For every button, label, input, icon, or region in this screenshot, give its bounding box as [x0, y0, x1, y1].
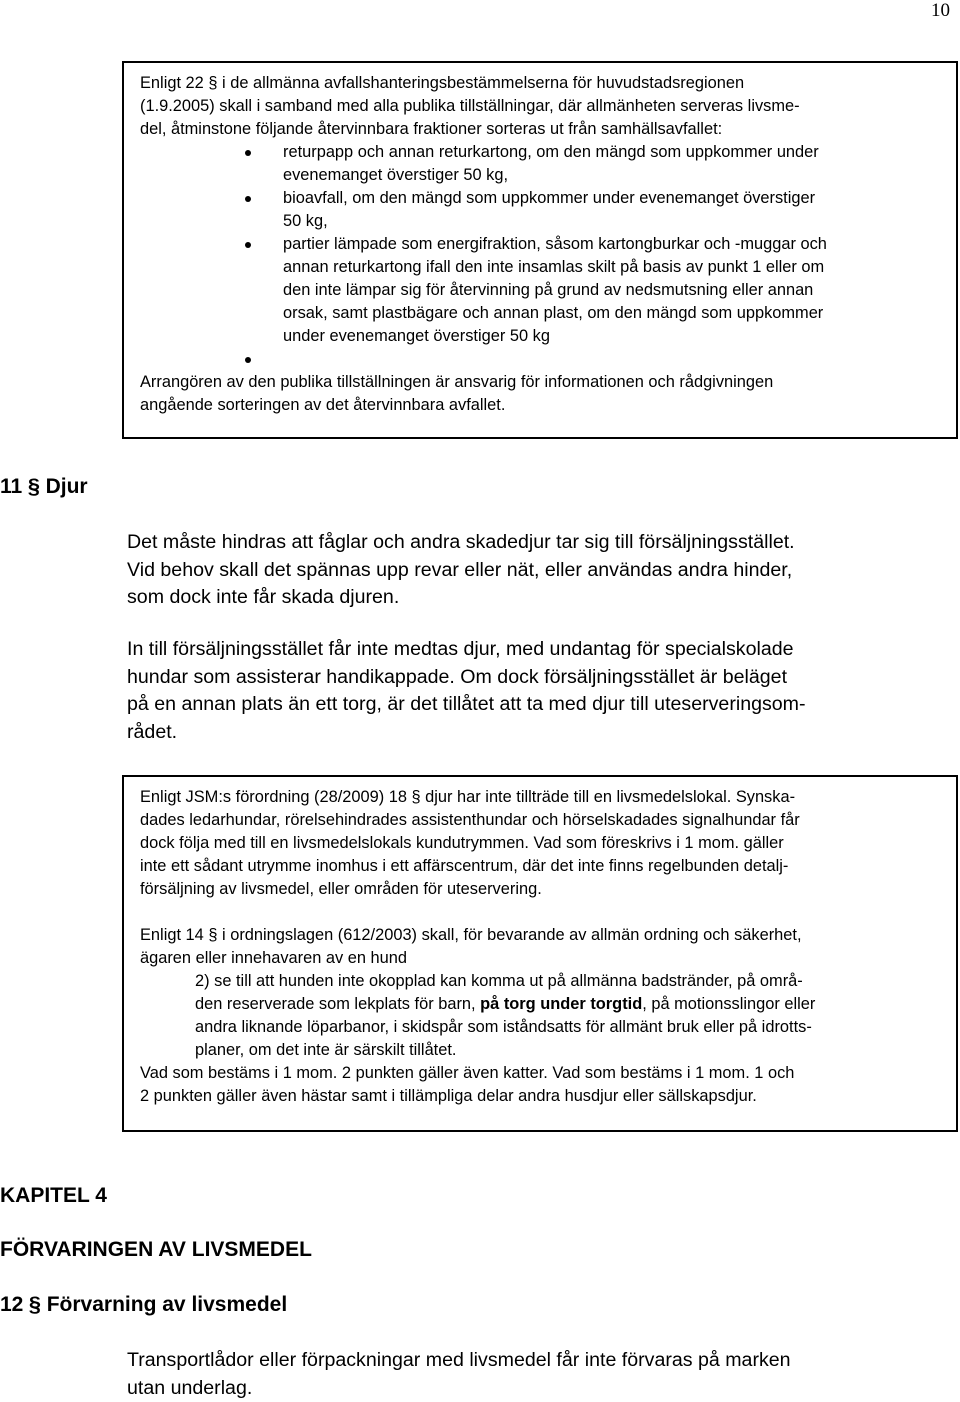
- waste-regulation-box: [122, 61, 958, 439]
- indented-line: andra liknande löparbanor, i skidspår som iståndsatts för allmänt bruk eller på idrotts-: [140, 1016, 942, 1039]
- section-11-paragraph-1: [127, 529, 795, 612]
- paragraph-line: rådet.: [127, 719, 806, 747]
- bullet-line: partier lämpade som energifraktion, såsom kartongburkar och -muggar och: [283, 233, 942, 256]
- bullet-line: evenemanget överstiger 50 kg,: [283, 164, 942, 187]
- chapter-label: KAPITEL 4: [0, 1183, 107, 1209]
- bullet-item-energy-fraction: [140, 233, 942, 348]
- bullet-item-biowaste: [140, 187, 942, 233]
- section-number: 11: [0, 475, 22, 498]
- indented-text: , på motionsslingor eller: [642, 995, 815, 1013]
- box2-line: försäljning av livsmedel, eller områden för uteservering.: [140, 878, 942, 901]
- paragraph-line: Vid behov skall det spännas upp revar eller nät, eller användas andra hinder,: [127, 557, 795, 585]
- bullet-line: 50 kg,: [283, 210, 942, 233]
- bullet-line: [283, 348, 942, 371]
- section-12-paragraph: [127, 1347, 791, 1402]
- paragraph-line: In till försäljningsstället får inte medtas djur, med undantag för specialskolade: [127, 636, 806, 664]
- paragraph-line: på en annan plats än ett torg, är det tillåtet att ta med djur till uteserveringsom-: [127, 691, 806, 719]
- emphasis-text: på torg under torgtid: [480, 995, 642, 1013]
- section-symbol: §: [29, 1292, 41, 1318]
- paragraph-line: utan underlag.: [127, 1375, 791, 1402]
- box2-line: Enligt 14 § i ordningslagen (612/2003) skall, för bevarande av allmän ordning och säkerhet,: [140, 924, 942, 947]
- box1-line: del, åtminstone följande återvinnbara fraktioner sorteras ut från samhällsavfallet:: [140, 118, 942, 141]
- bullet-item-cardboard: [140, 141, 942, 187]
- indented-line-with-emphasis: [140, 993, 942, 1016]
- section-symbol: §: [28, 474, 40, 500]
- chapter-title: FÖRVARINGEN AV LIVSMEDEL: [0, 1237, 312, 1263]
- bullet-line: orsak, samt plastbägare och annan plast, om den mängd som uppkommer: [283, 302, 942, 325]
- box2-line: Enligt JSM:s förordning (28/2009) 18 § djur har inte tillträde till en livsmedelslokal. Synska-: [140, 786, 942, 809]
- box2-line: dades ledarhundar, rörelsehindrades assistenthundar och hörselskadades signalhundar får: [140, 809, 942, 832]
- bullet-icon: [245, 357, 251, 363]
- bullet-icon: [245, 196, 251, 202]
- box1-line: Enligt 22 § i de allmänna avfallshanteringsbestämmelserna för huvudstadsregionen: [140, 72, 942, 95]
- animal-regulation-box: [122, 775, 958, 1132]
- indented-text: den reserverade som lekplats för barn,: [195, 995, 480, 1013]
- box1-closing-line: Arrangören av den publika tillställningen är ansvarig för informationen och rådgivningen: [140, 371, 942, 394]
- box2-line: dock följa med till en livsmedelslokals kundutrymmen. Vad som föreskrivs i 1 mom. gäller: [140, 832, 942, 855]
- bullet-line: under evenemanget överstiger 50 kg: [283, 325, 942, 348]
- paragraph-line: Det måste hindras att fåglar och andra skadedjur tar sig till försäljningsstället.: [127, 529, 795, 557]
- bullet-line: annan returkartong ifall den inte insamlas skilt på basis av punkt 1 eller om: [283, 256, 942, 279]
- paragraph-line: som dock inte får skada djuren.: [127, 584, 795, 612]
- section-number: 12: [0, 1293, 23, 1316]
- bullet-icon: [245, 242, 251, 248]
- section-12-heading: [0, 1292, 287, 1318]
- bullet-item-empty: [140, 348, 942, 371]
- box2-closing-line: Vad som bestäms i 1 mom. 2 punkten gäller även katter. Vad som bestäms i 1 mom. 1 och: [140, 1062, 942, 1085]
- bullet-line: bioavfall, om den mängd som uppkommer under evenemanget överstiger: [283, 187, 942, 210]
- bullet-line: den inte lämpar sig för återvinning på grund av nedsmutsning eller annan: [283, 279, 942, 302]
- bullet-icon: [245, 150, 251, 156]
- section-title: Förvarning av livsmedel: [47, 1293, 287, 1316]
- box2-line: inte ett sådant utrymme inomhus i ett affärscentrum, där det inte finns regelbunden detalj-: [140, 855, 942, 878]
- bullet-line: returpapp och annan returkartong, om den mängd som uppkommer under: [283, 141, 942, 164]
- page-number: 10: [931, 0, 950, 22]
- indented-line: 2) se till att hunden inte okopplad kan komma ut på allmänna badstränder, på områ-: [140, 970, 942, 993]
- paragraph-line: hundar som assisterar handikappade. Om dock försäljningsstället är beläget: [127, 664, 806, 692]
- section-title: Djur: [46, 475, 88, 498]
- section-11-heading: [0, 474, 88, 500]
- box2-line: ägaren eller innehavaren av en hund: [140, 947, 942, 970]
- paragraph-line: Transportlådor eller förpackningar med livsmedel får inte förvaras på marken: [127, 1347, 791, 1375]
- box2-closing-line: 2 punkten gäller även hästar samt i tillämpliga delar andra husdjur eller sällskapsdjur.: [140, 1085, 942, 1108]
- box1-line: (1.9.2005) skall i samband med alla publika tillställningar, där allmänheten serveras livsme-: [140, 95, 942, 118]
- indented-line: planer, om det inte är särskilt tillåtet.: [140, 1039, 942, 1062]
- box1-closing-line: angående sorteringen av det återvinnbara avfallet.: [140, 394, 942, 417]
- section-11-paragraph-2: [127, 636, 806, 746]
